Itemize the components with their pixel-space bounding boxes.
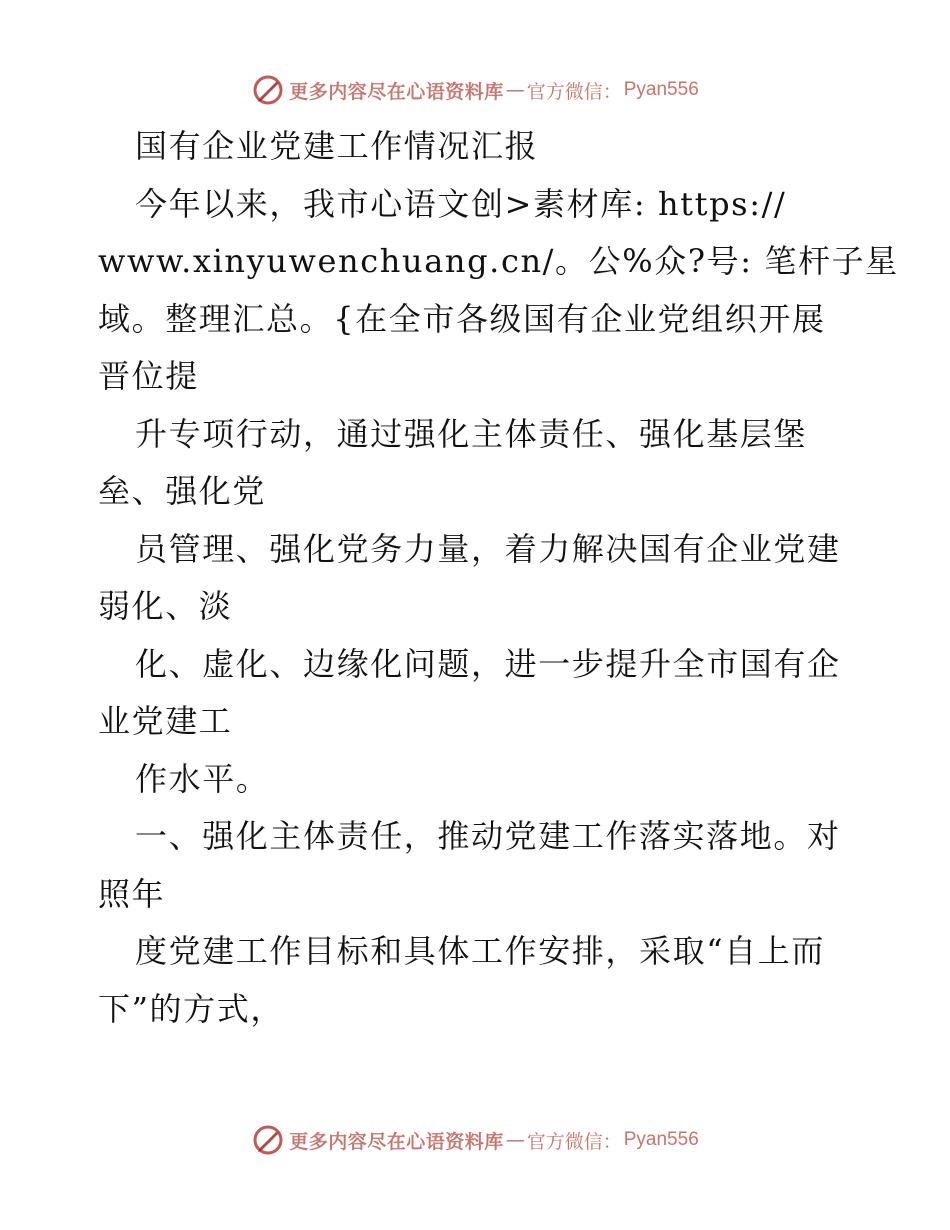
banner-separator: — bbox=[505, 79, 525, 101]
quill-pen-logo-icon bbox=[251, 73, 285, 107]
text-line: 垒、强化党 bbox=[98, 472, 267, 510]
text-line: 下”的方式， bbox=[98, 989, 284, 1028]
text-line: 晋位提 bbox=[98, 357, 199, 395]
text-line: 化、虚化、边缘化问题，进一步提升全市国有企 bbox=[135, 644, 841, 683]
text-line: 国有企业党建工作情况汇报 bbox=[135, 127, 539, 165]
quill-pen-logo-icon bbox=[251, 1123, 285, 1157]
banner-wechat-id: Pyan556 bbox=[623, 1129, 699, 1150]
footer-banner bbox=[0, 1120, 950, 1160]
text-line: 今年以来，我市心语文创>素材库: https:// bbox=[135, 184, 787, 223]
banner-wechat-id: Pyan556 bbox=[623, 79, 699, 100]
text-line: 业党建工 bbox=[98, 702, 233, 740]
banner-title: 更多内容尽在心语资料库 bbox=[289, 80, 504, 103]
text-line: www.xinyuwenchuang.cn/。公%众?号: 笔杆子星 bbox=[98, 242, 899, 280]
banner-separator: — bbox=[505, 1129, 525, 1151]
document-body bbox=[98, 118, 899, 1038]
text-line: 度党建工作目标和具体工作安排，采取“自上而 bbox=[135, 932, 825, 970]
header-banner bbox=[0, 70, 950, 110]
banner-wechat-label: 官方微信： bbox=[526, 80, 622, 103]
text-line: 作水平。 bbox=[135, 759, 270, 798]
text-line: 照年 bbox=[98, 874, 166, 913]
banner-title: 更多内容尽在心语资料库 bbox=[289, 1130, 504, 1153]
text-line: 弱化、淡 bbox=[98, 587, 233, 625]
text-line: 一、强化主体责任，推动党建工作落实落地。对 bbox=[135, 817, 841, 855]
text-line: 员管理、强化党务力量，着力解决国有企业党建 bbox=[135, 529, 841, 568]
text-line: 域。整理汇总。{在全市各级国有企业党组织开展 bbox=[98, 299, 826, 338]
banner-wechat-label: 官方微信： bbox=[526, 1130, 622, 1153]
text-line: 升专项行动，通过强化主体责任、强化基层堡 bbox=[135, 414, 808, 453]
